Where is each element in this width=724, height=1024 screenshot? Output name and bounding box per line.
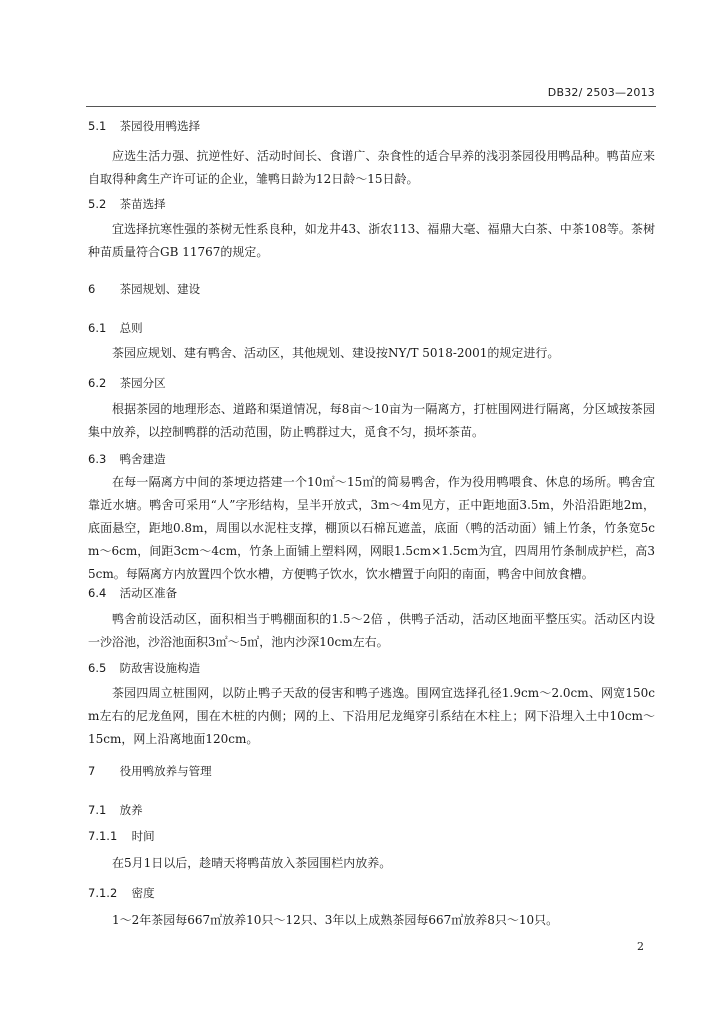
heading-6-5 — [88, 660, 200, 676]
heading-7-1 — [88, 802, 143, 818]
heading-7 — [88, 763, 212, 779]
header-rule — [86, 106, 656, 107]
section-number: 6.1 — [88, 321, 107, 335]
section-number: 6 — [88, 282, 96, 296]
section-number: 5.1 — [88, 119, 107, 133]
section-title: 密度 — [131, 886, 155, 900]
document-code: DB32/ 2503—2013 — [547, 86, 655, 99]
heading-6-4 — [88, 585, 177, 601]
paragraph-5-1: 应选生活力强、抗逆性好、活动时间长、食谱广、杂食性的适合早养的浅羽茶园役用鸭品种。鸭苗应来自取得种禽生产许可证的企业，雏鸭日龄为12日龄～15日龄。 — [88, 149, 655, 186]
paragraph-6-3: 在每一隔离方中间的茶埂边搭建一个10㎡～15㎡的简易鸭舍，作为役用鸭喂食、休息的场所。鸭舍宜靠近水塘。鸭舍可采用“人”字形结构，呈半开放式，3m～4m见方，正中距地面3.5m，外沿沿距地2m，底面悬空，距地0.8m，周围以水泥柱支撑，棚顶以石棉瓦遮盖，底面（鸭的活动面）铺上竹条，竹条宽5cm～6cm，间距3cm～4cm，竹条上面铺上塑料网，网眼1.5cm×1.5cm为宜，四周用竹条制成护栏，高35cm。每隔离方内放置四个饮水槽，方便鸭子饮水，饮水槽置于向阳的南面，鸭舍中间放食槽。 — [88, 475, 655, 581]
section-title: 防敌害设施构造 — [119, 661, 201, 675]
section-title: 放养 — [119, 803, 143, 817]
paragraph-7-1-2: 1～2年茶园每667㎡放养10只～12只、3年以上成熟茶园每667㎡放养8只～10只。 — [112, 913, 559, 927]
section-number: 7.1.1 — [88, 829, 118, 843]
section-title: 时间 — [131, 829, 155, 843]
section-number: 7.1 — [88, 803, 107, 817]
section-number: 6.2 — [88, 376, 107, 390]
section-title: 役用鸭放养与管理 — [119, 764, 212, 778]
heading-6-2 — [88, 375, 166, 391]
section-number: 5.2 — [88, 197, 107, 211]
heading-6-3 — [88, 451, 166, 467]
section-number: 6.3 — [88, 452, 107, 466]
paragraph-6-5: 茶园四周立桩围网，以防止鸭子天敌的侵害和鸭子逃逸。围网宜选择孔径1.9cm～2.0cm、网宽150cm左右的尼龙鱼网，围在木桩的内侧；网的上、下沿用尼龙绳穿引系结在木柱上；网下沿埋入土中10cm～15cm，网上沿离地面120cm。 — [88, 686, 655, 746]
heading-6-1 — [88, 320, 143, 336]
paragraph-6-2: 根据茶园的地理形态、道路和渠道情况，每8亩～10亩为一隔离方，打桩围网进行隔离，分区域按茶园集中放养，以控制鸭群的活动范围，防止鸭群过大，觅食不匀，损坏茶苗。 — [88, 402, 655, 439]
section-title: 茶园役用鸭选择 — [119, 119, 201, 133]
heading-7-1-2 — [88, 885, 155, 901]
section-title: 总则 — [119, 321, 143, 335]
heading-5-1 — [88, 118, 200, 134]
section-title: 茶苗选择 — [119, 197, 166, 211]
section-number: 6.5 — [88, 661, 107, 675]
paragraph-5-2: 宜选择抗寒性强的茶树无性系良种，如龙井43、浙农113、福鼎大毫、福鼎大白茶、中茶108等。茶树种苗质量符合GB 11767的规定。 — [88, 222, 655, 259]
section-number: 6.4 — [88, 586, 107, 600]
page-number: 2 — [637, 940, 644, 953]
paragraph-6-4: 鸭舍前设活动区，面积相当于鸭棚面积的1.5～2倍 ，供鸭子活动，活动区地面平整压实。活动区内设一沙浴池，沙浴池面积3㎡～5㎡，池内沙深10cm左右。 — [88, 612, 655, 649]
section-title: 茶园分区 — [119, 376, 166, 390]
heading-7-1-1 — [88, 828, 155, 844]
section-title: 活动区准备 — [119, 586, 178, 600]
section-number: 7.1.2 — [88, 886, 118, 900]
heading-6 — [88, 281, 200, 297]
section-title: 鸭舍建造 — [119, 452, 166, 466]
paragraph-6-1: 茶园应规划、建有鸭舍、活动区，其他规划、建设按NY/T 5018-2001的规定进行。 — [112, 346, 560, 360]
heading-5-2 — [88, 196, 166, 212]
paragraph-7-1-1: 在5月1日以后，趁晴天将鸭苗放入茶园围栏内放养。 — [112, 856, 392, 870]
section-number: 7 — [88, 764, 96, 778]
section-title: 茶园规划、建设 — [119, 282, 201, 296]
